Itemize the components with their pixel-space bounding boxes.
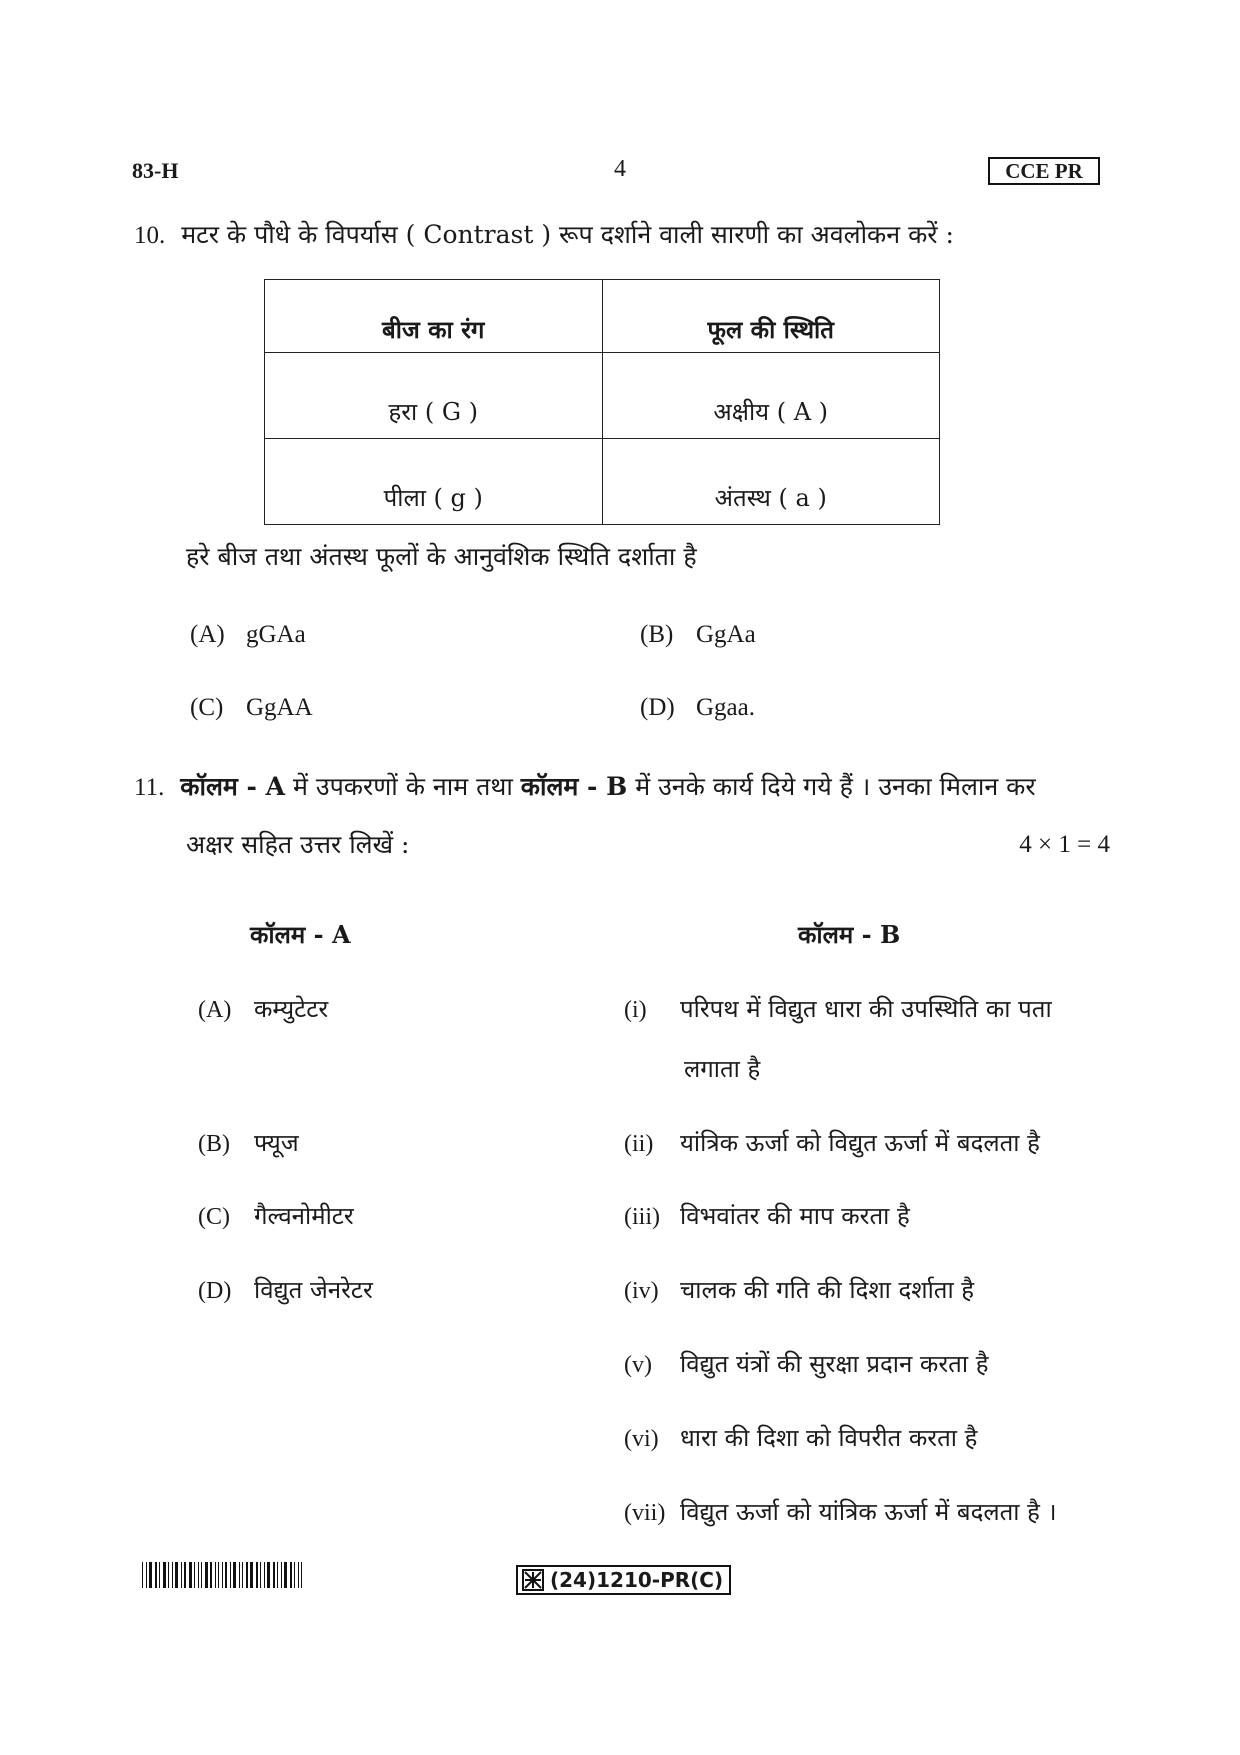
barcode-bar	[288, 1562, 289, 1588]
barcode-bar	[161, 1562, 162, 1588]
barcode-bar	[290, 1562, 292, 1588]
barcode-bar	[172, 1562, 173, 1588]
barcode-bar	[233, 1562, 236, 1588]
barcode-bar	[213, 1562, 214, 1588]
barcode-bar	[273, 1562, 275, 1588]
column-b-item	[624, 1199, 910, 1232]
question-10	[134, 218, 954, 253]
scramble-mark-icon	[522, 1569, 544, 1591]
barcode-bar	[294, 1562, 295, 1588]
barcode-bar	[217, 1562, 218, 1588]
column-b-title: कॉलम - B	[798, 920, 901, 949]
barcode-bar	[271, 1562, 272, 1588]
barcode-bar	[303, 1562, 304, 1588]
barcode-bar	[284, 1562, 287, 1588]
barcode-bar	[279, 1562, 280, 1588]
barcode-bar	[158, 1562, 159, 1588]
barcode-bar	[210, 1562, 212, 1588]
question-11-line2: अक्षर सहित उत्तर लिखें :	[186, 830, 410, 859]
table-cell: अक्षीय ( A )	[602, 353, 940, 439]
column-b-item-continuation: लगाता है	[684, 1055, 761, 1083]
item-label: (D)	[198, 1278, 232, 1304]
option-d	[640, 694, 755, 722]
column-b-item	[624, 1347, 988, 1380]
question-text: में उपकरणों के नाम तथा	[285, 772, 521, 801]
barcode-bar	[203, 1562, 204, 1588]
barcode-bar	[296, 1562, 297, 1588]
item-label: (vii)	[624, 1500, 666, 1526]
option-text: Ggaa.	[696, 694, 755, 721]
item-label: (iv)	[624, 1278, 659, 1304]
paper-code-header: 83-H	[132, 158, 179, 183]
item-text: कम्युटेटर	[254, 995, 329, 1023]
barcode-bar	[293, 1562, 294, 1588]
item-label: (i)	[624, 997, 647, 1023]
question-11	[134, 770, 1036, 805]
barcode-bar	[298, 1562, 299, 1588]
barcode-bar	[237, 1562, 238, 1588]
barcode-bar	[276, 1562, 277, 1588]
question-10-prompt: हरे बीज तथा अंतस्थ फूलों के आनुवंशिक स्थिति दर्शाता है	[186, 542, 697, 571]
barcode-bar	[174, 1562, 175, 1588]
column-a-item	[198, 1126, 299, 1159]
item-text: परिपथ में विद्युत धारा की उपस्थिति का पता	[680, 995, 1052, 1023]
barcode-bar	[267, 1562, 270, 1588]
table-header-row	[265, 280, 940, 353]
barcode-bar	[148, 1562, 149, 1588]
item-text: विद्युत जेनरेटर	[254, 1276, 373, 1304]
barcode-bar	[239, 1562, 240, 1588]
item-text: गैल्वनोमीटर	[254, 1202, 354, 1230]
barcode-bar	[249, 1562, 250, 1588]
option-c	[190, 694, 313, 722]
column-a-ref: कॉलम - A	[180, 772, 286, 801]
paper-code-footer	[516, 1565, 731, 1595]
item-text: फ्यूज	[254, 1129, 299, 1157]
option-label: (D)	[640, 694, 675, 721]
option-label: (C)	[190, 694, 224, 721]
option-text: GgAa	[696, 621, 756, 648]
item-text: यांत्रिक ऊर्जा को विद्युत ऊर्जा में बदलता है	[680, 1129, 1040, 1157]
barcode-bar	[201, 1562, 202, 1588]
barcode-bar	[155, 1562, 157, 1588]
barcode-bar	[242, 1562, 243, 1588]
barcode-bar	[200, 1562, 201, 1588]
barcode-bar	[168, 1562, 169, 1588]
table-cell: अंतस्थ ( a )	[602, 439, 940, 525]
column-b-item	[624, 992, 1052, 1025]
option-text: GgAA	[246, 694, 313, 721]
item-text: विभवांतर की माप करता है	[680, 1202, 910, 1230]
barcode-bar	[175, 1562, 178, 1588]
column-b-item	[624, 1273, 974, 1306]
contrast-table	[264, 279, 940, 525]
item-label: (A)	[198, 997, 232, 1023]
barcode-bar	[170, 1562, 171, 1588]
barcode-bar	[232, 1562, 233, 1588]
question-number: 10.	[134, 222, 166, 249]
barcode-bar	[184, 1562, 186, 1588]
barcode-bar	[266, 1562, 267, 1588]
table-cell: पीला ( g )	[265, 439, 603, 525]
column-a-item	[198, 1273, 373, 1306]
barcode-bar	[260, 1562, 261, 1588]
barcode-bar	[187, 1562, 188, 1588]
table-row	[265, 439, 940, 525]
barcode-bar	[167, 1562, 168, 1588]
column-a-title: कॉलम - A	[250, 920, 351, 949]
page-number: 4	[614, 156, 626, 182]
barcode-bar	[262, 1562, 263, 1588]
column-b-item	[624, 1126, 1040, 1159]
table-header-cell: बीज का रंग	[265, 280, 603, 353]
barcode-bar	[222, 1562, 223, 1588]
option-b	[640, 621, 756, 649]
option-text: gGAa	[246, 621, 306, 648]
barcode-bar	[144, 1562, 145, 1588]
marks: 4 × 1 = 4	[1019, 831, 1110, 858]
table-cell: हरा ( G )	[265, 353, 603, 439]
barcode	[142, 1562, 384, 1588]
item-text: चालक की गति की दिशा दर्शाता है	[680, 1276, 975, 1304]
question-text: में उनके कार्य दिये गये हैं । उनका मिलान कर	[627, 772, 1036, 801]
barcode-bar	[179, 1562, 180, 1588]
table-row	[265, 353, 940, 439]
item-label: (ii)	[624, 1131, 654, 1157]
barcode-bar	[209, 1562, 210, 1588]
barcode-bar	[149, 1562, 152, 1588]
barcode-bar	[142, 1562, 143, 1588]
item-label: (vi)	[624, 1426, 659, 1452]
table-header-cell: फूल की स्थिति	[602, 280, 940, 353]
barcode-bar	[194, 1562, 195, 1588]
barcode-bar	[146, 1562, 147, 1588]
barcode-bar	[256, 1562, 258, 1588]
column-a-item	[198, 992, 328, 1025]
column-b-item	[624, 1421, 977, 1454]
barcode-bar	[224, 1562, 225, 1588]
barcode-bar	[196, 1562, 197, 1588]
barcode-bar	[159, 1562, 160, 1588]
barcode-bar	[246, 1562, 248, 1588]
question-number: 11.	[134, 774, 165, 801]
barcode-bar	[244, 1562, 245, 1588]
barcode-bar	[220, 1562, 221, 1588]
barcode-bar	[153, 1562, 154, 1588]
barcode-bar	[281, 1562, 282, 1588]
barcode-bar	[300, 1562, 301, 1588]
column-b-item	[624, 1495, 1057, 1528]
option-label: (B)	[640, 621, 674, 648]
barcode-bar	[183, 1562, 184, 1588]
barcode-bar	[301, 1562, 302, 1588]
barcode-bar	[218, 1562, 219, 1588]
paper-code-text: (24)1210-PR(C)	[550, 1568, 724, 1592]
barcode-bar	[181, 1562, 182, 1588]
question-text: मटर के पौधे के विपर्यास ( Contrast ) रूप दर्शाने वाली सारणी का अवलोकन करें :	[181, 220, 954, 249]
item-label: (iii)	[624, 1204, 660, 1230]
item-text: धारा की दिशा को विपरीत करता है	[680, 1424, 978, 1452]
barcode-bar	[215, 1562, 216, 1588]
barcode-bar	[264, 1562, 265, 1588]
barcode-bar	[283, 1562, 284, 1588]
barcode-bar	[189, 1562, 192, 1588]
barcode-bar	[198, 1562, 199, 1588]
barcode-bar	[277, 1562, 278, 1588]
item-text: विद्युत ऊर्जा को यांत्रिक ऊर्जा में बदलता है ।	[680, 1498, 1057, 1526]
barcode-bar	[250, 1562, 253, 1588]
barcode-bar	[259, 1562, 260, 1588]
item-label: (v)	[624, 1352, 652, 1378]
column-a-item	[198, 1199, 354, 1232]
item-label: (C)	[198, 1204, 230, 1230]
barcode-bar	[163, 1562, 166, 1588]
option-a	[190, 621, 306, 649]
barcode-bar	[228, 1562, 229, 1588]
column-b-ref: कॉलम - B	[520, 772, 628, 801]
barcode-bar	[193, 1562, 194, 1588]
option-label: (A)	[190, 621, 225, 648]
cce-pr-badge: CCE PR	[988, 157, 1100, 185]
barcode-bar	[254, 1562, 255, 1588]
barcode-bar	[241, 1562, 242, 1588]
item-text: विद्युत यंत्रों की सुरक्षा प्रदान करता है	[680, 1350, 989, 1378]
item-label: (B)	[198, 1131, 230, 1157]
barcode-bar	[230, 1562, 231, 1588]
barcode-bar	[205, 1562, 208, 1588]
barcode-bar	[225, 1562, 227, 1588]
